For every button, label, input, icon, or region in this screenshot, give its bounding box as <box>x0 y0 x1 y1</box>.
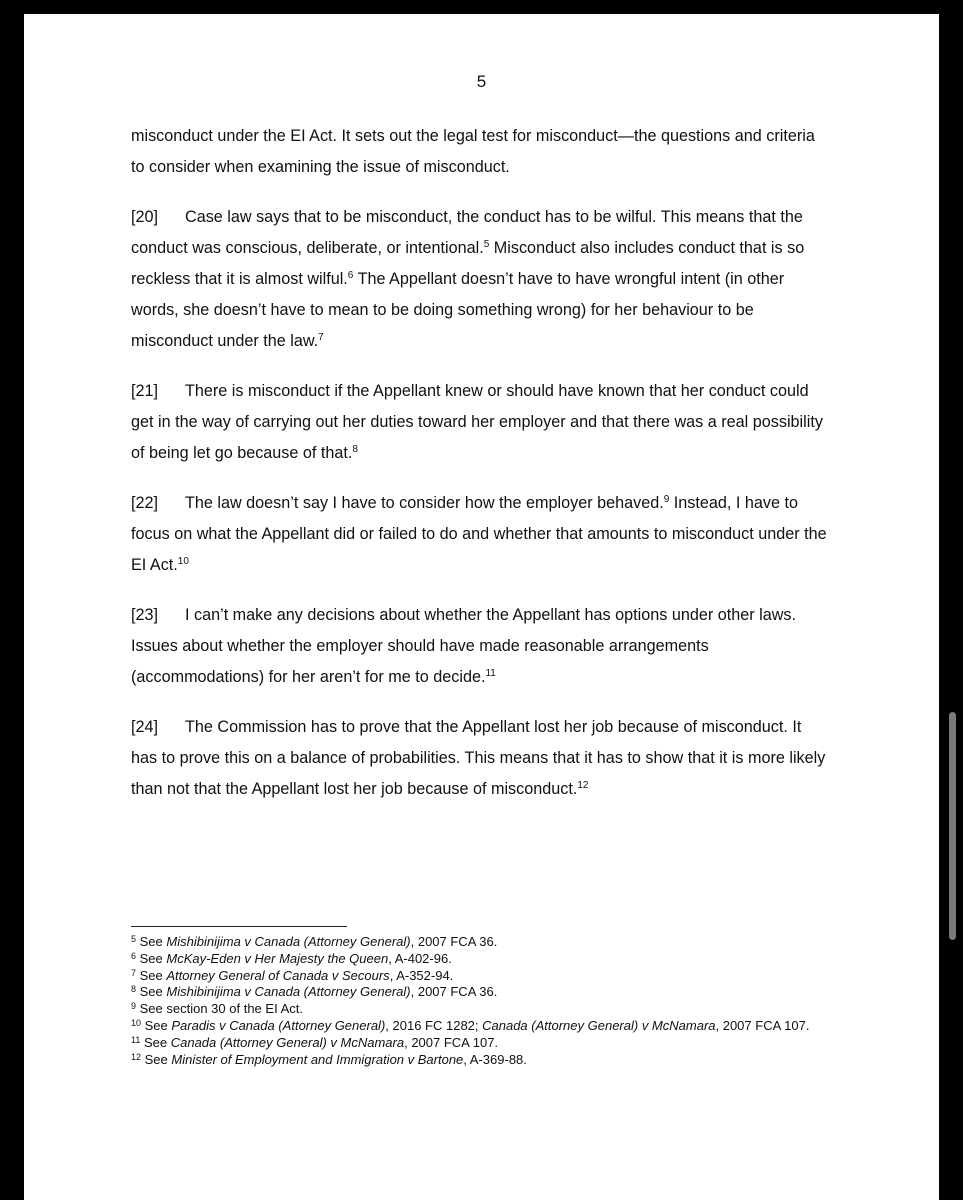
body-text <box>131 121 831 824</box>
footnote-ref[interactable]: 8 <box>352 444 358 455</box>
footnote-case-name: Minister of Employment and Immigration v Bartone <box>171 1051 464 1067</box>
footnote-citation: , 2016 FC 1282; <box>385 1017 483 1033</box>
paragraph-number: [22] <box>131 494 159 512</box>
footnote-case-name: McKay-Eden v Her Majesty the Queen <box>166 950 389 966</box>
footnote-citation: , A-402-96. <box>388 950 452 966</box>
document-page <box>24 14 939 1200</box>
footnote-ref[interactable]: 11 <box>485 668 496 679</box>
paragraph-text: Instead, I have to focus on what the Appellant did or failed to do and whether that amounts to misconduct under the EI Act. <box>131 494 827 574</box>
paragraph-text: The law doesn’t say I have to consider how the employer behaved. <box>185 494 664 512</box>
footnote-ref[interactable]: 5 <box>483 239 490 250</box>
footnote-ref[interactable]: 9 <box>663 494 670 505</box>
footnote-text: See section 30 of the EI Act. <box>139 1001 303 1017</box>
footnote-citation: , A-369-88. <box>463 1051 527 1067</box>
scrollbar-thumb[interactable] <box>949 712 956 940</box>
footnote-case-name: Paradis v Canada (Attorney General) <box>171 1017 386 1033</box>
footnote-text: See <box>144 1017 172 1033</box>
footnote-number: 11 <box>131 1034 141 1045</box>
footnote-case-name: Mishibinijima v Canada (Attorney General) <box>166 934 411 949</box>
footnote-number: 7 <box>131 967 137 978</box>
footnote-citation: , 2007 FCA 107. <box>715 1017 810 1033</box>
page-number: 5 <box>476 72 487 91</box>
paragraph-number: [23] <box>131 606 159 624</box>
footnote-11 <box>131 1035 831 1052</box>
footnote-text: See <box>139 967 167 983</box>
footnote-8 <box>131 984 831 1001</box>
paragraph-continued <box>131 121 831 183</box>
footnote-7 <box>131 968 831 985</box>
footnote-divider <box>131 926 347 927</box>
paragraph-number: [21] <box>131 382 159 400</box>
footnote-citation: , 2007 FCA 107. <box>404 1034 499 1050</box>
footnote-number: 12 <box>131 1051 142 1062</box>
paragraph-text: Misconduct also includes conduct that is so reckless that it is almost wilful. <box>131 239 805 288</box>
paragraph-text: misconduct under the EI Act. It sets out the legal test for misconduct—the questions and criteria to consider when examining the issue of misconduct. <box>131 127 815 176</box>
footnote-ref[interactable]: 12 <box>577 780 589 791</box>
footnote-number: 8 <box>131 984 137 995</box>
footnote-text: See <box>139 934 167 949</box>
paragraph-22 <box>131 488 831 581</box>
paragraph-21 <box>131 376 831 469</box>
footnote-12 <box>131 1052 831 1069</box>
footnote-citation: , A-352-94. <box>389 967 454 983</box>
paragraph-24 <box>131 712 831 805</box>
footnote-number: 5 <box>131 934 137 944</box>
paragraph-text: Case law says that to be misconduct, the conduct has to be wilful. This means that the conduct was conscious, deliberate, or intentional. <box>131 208 803 257</box>
paragraph-text: The Appellant doesn’t have to have wrongful intent (in other words, she doesn’t have to mean to be doing something wrong) for her behaviour to be misconduct under the law. <box>131 270 785 350</box>
footnote-10 <box>131 1018 831 1035</box>
paragraph-text: There is misconduct if the Appellant knew or should have known that her conduct could get in the way of carrying out her duties toward her employer and that there was a real possibility of being let go because of that. <box>131 382 823 462</box>
footnote-number: 6 <box>131 950 137 961</box>
footnote-6 <box>131 951 831 968</box>
footnote-text: See <box>144 1051 172 1067</box>
paragraph-text: I can’t make any decisions about whether the Appellant has options under other laws. Issues about whether the employer should have made reasonable arrangements (accommodations) for her aren’t for me to decide. <box>131 606 797 686</box>
footnote-citation: , 2007 FCA 36. <box>410 984 498 1000</box>
footnote-case-name: Canada (Attorney General) v McNamara <box>482 1017 716 1033</box>
footnote-ref[interactable]: 6 <box>347 270 354 281</box>
paragraph-number: [20] <box>131 208 159 226</box>
footnote-citation: , 2007 FCA 36. <box>410 934 498 949</box>
footnote-9 <box>131 1001 831 1018</box>
paragraph-text: The Commission has to prove that the Appellant lost her job because of misconduct. It has to prove this on a balance of probabilities. This means that it has to show that it is more likely than not that the Appellant lost her job because of misconduct. <box>131 718 826 798</box>
paragraph-20 <box>131 202 831 357</box>
footnote-case-name: Attorney General of Canada v Secours <box>166 967 390 983</box>
footnote-5 <box>131 934 831 951</box>
footnote-case-name: Canada (Attorney General) v McNamara <box>170 1034 405 1050</box>
footnote-number: 10 <box>131 1017 142 1028</box>
footnote-text: See <box>139 950 167 966</box>
footnote-ref[interactable]: 7 <box>318 332 324 343</box>
footnote-ref[interactable]: 10 <box>177 556 189 567</box>
paragraph-23 <box>131 600 831 693</box>
footnote-number: 9 <box>131 1001 137 1012</box>
footnote-text: See <box>139 984 167 1000</box>
footnotes <box>131 934 831 1068</box>
paragraph-number: [24] <box>131 718 159 736</box>
footnote-text: See <box>143 1034 171 1050</box>
footnote-case-name: Mishibinijima v Canada (Attorney General) <box>166 984 411 1000</box>
